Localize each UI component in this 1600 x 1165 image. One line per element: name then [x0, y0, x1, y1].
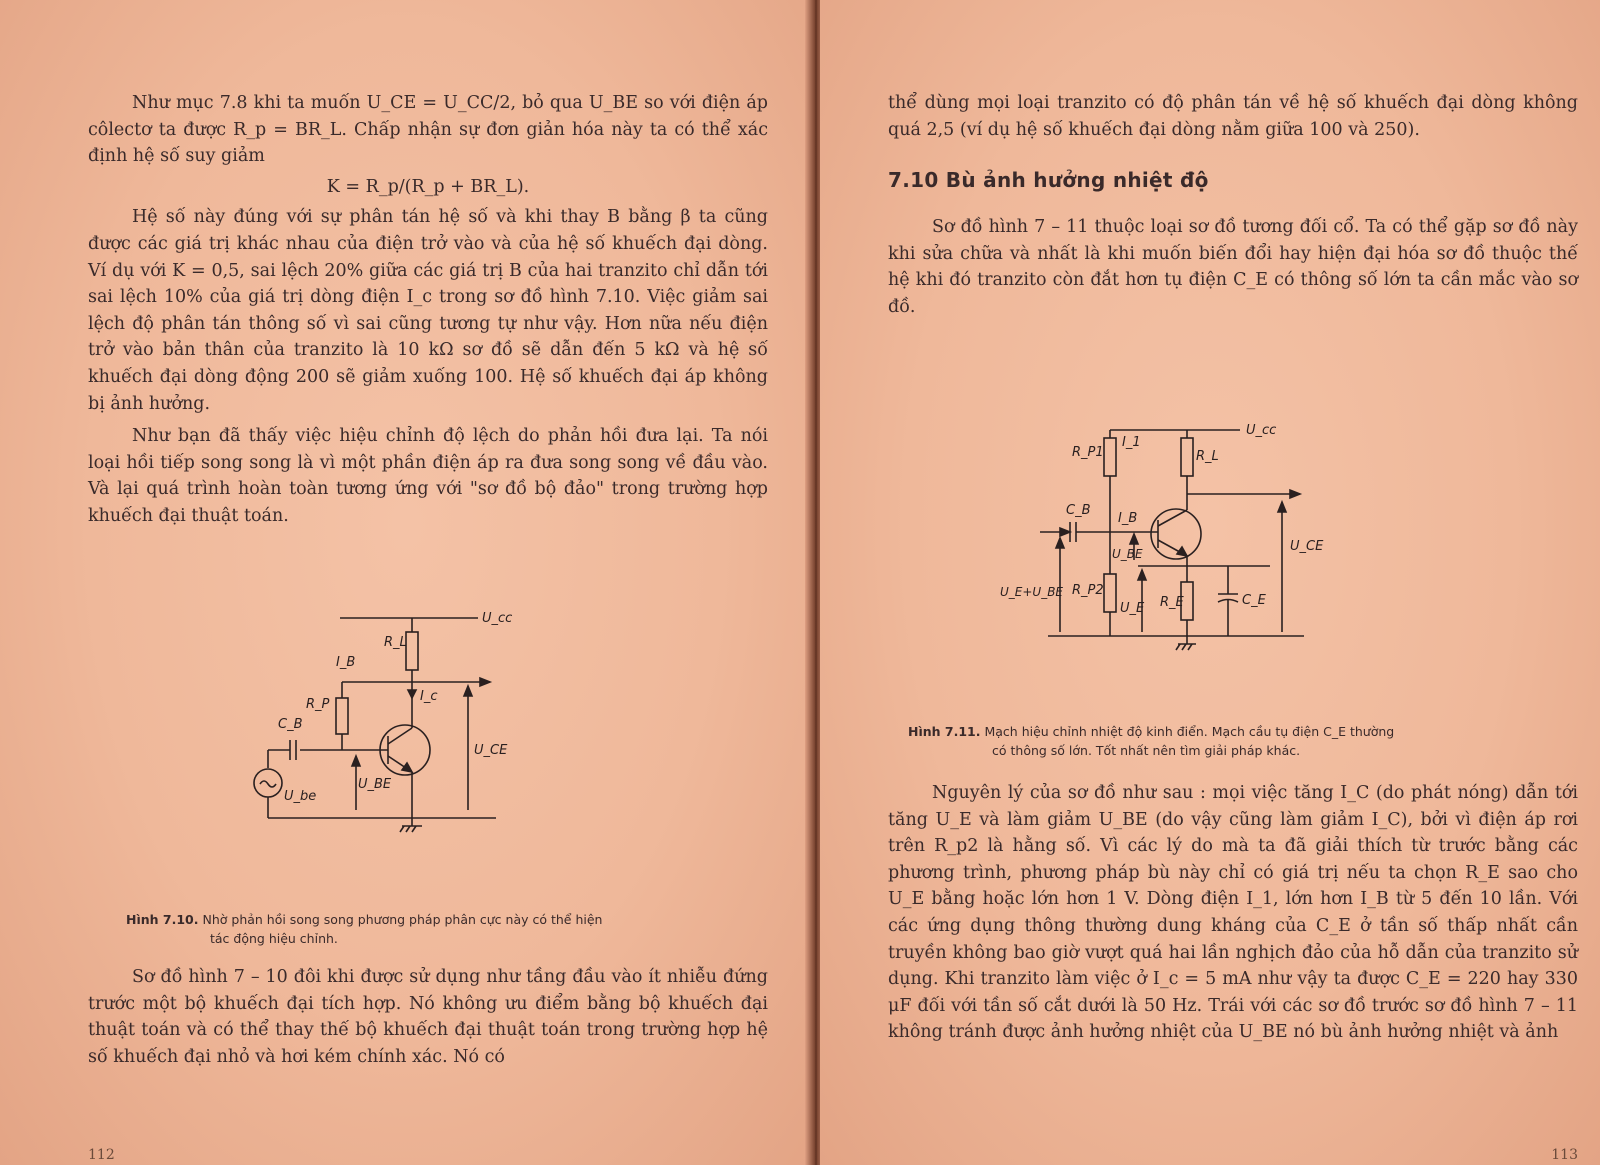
figure-7-10 — [240, 600, 540, 850]
fig11-label-rl: R_L — [1196, 449, 1219, 464]
left-page-number: 112 — [88, 1147, 115, 1163]
fig10-label-ib: I_B — [336, 655, 356, 670]
figure-7-11 — [1000, 410, 1330, 660]
fig11-label-uce: U_CE — [1290, 539, 1324, 554]
figure-7-11-caption — [908, 722, 1568, 760]
fig10-label-ic: I_c — [420, 689, 438, 704]
fig11-label-ube: U_BE — [1112, 547, 1143, 561]
fig10-label-ucc: U_cc — [482, 611, 513, 626]
left-paragraph-4: Sơ đồ hình 7 – 10 đôi khi được sử dụng như tầng đầu vào ít nhiễu đứng trước một bộ khuếch đại tích hợp. Nó không ưu điểm bằng bộ khuếch đại thuật toán và có thể thay thế bộ khuếch đại thuật toán trong trường hợp hệ số khuếch đại nhỏ và hơi kém chính xác. Nó có — [88, 967, 768, 1067]
right-text-para2 — [888, 780, 1578, 1046]
fig11-label-rp2: R_P2 — [1072, 583, 1104, 598]
fig10-label-rl: R_L — [384, 635, 407, 650]
figure-7-11-caption-text-2: có thông số lớn. Tốt nhất nên tìm giải pháp khác. — [992, 743, 1301, 758]
fig11-label-re: R_E — [1160, 595, 1184, 610]
figure-7-10-caption-text: Nhờ phản hồi song song phương pháp phân cực này có thể hiện — [202, 912, 603, 927]
fig10-label-uce: U_CE — [474, 743, 508, 758]
left-paragraph-2: Hệ số này đúng với sự phân tán hệ số và khi thay B bằng β ta cũng được các giá trị khác nhau của điện trở vào và của hệ số khuếch đại dòng. Ví dụ với K = 0,5, sai lệch 20% giữa các giá trị B của hai tranzito chỉ dẫn tới sai lệch 10% của giá trị dòng điện I_c trong sơ đồ hình 7.10. Việc giảm sai lệch độ phân tán thông số vì sai cũng tương tự như vậy. Hơn nữa nếu điện trở vào bản thân của tranzito là 10 kΩ sơ đồ sẽ dẫn đến 5 kΩ và hệ số khuếch đại dòng động 200 sẽ giảm xuống 100. Hệ số khuếch đại áp không bị ảnh hưởng. — [88, 207, 768, 414]
left-text-bottom — [88, 964, 768, 1070]
figure-7-10-caption-text-2: tác động hiệu chỉnh. — [210, 931, 338, 946]
left-paragraph-1: Như mục 7.8 khi ta muốn U_CE = U_CC/2, bỏ qua U_BE so với điện áp côlectơ ta được R_p = BR_L. Chấp nhận sự đơn giản hóa này ta có thể xác định hệ số suy giảm — [88, 93, 768, 167]
right-paragraph-1: Sơ đồ hình 7 – 11 thuộc loại sơ đồ tương đối cổ. Ta có thể gặp sơ đồ này khi sửa chữa và nhất là khi muốn biến đổi hay hiện đại hóa sơ đồ thuộc thế hệ khi đó tranzito còn đắt hơn tụ điện C_E có thông số lớn ta cần mắc vào sơ đồ. — [888, 217, 1578, 317]
right-text-para1 — [888, 214, 1578, 320]
fig11-label-ue-ube: U_E+U_BE — [1000, 585, 1064, 599]
right-paragraph-2: Nguyên lý của sơ đồ như sau : mọi việc tăng I_C (do phát nóng) dẫn tới tăng U_E và làm giảm U_BE (do vậy cũng làm giảm I_C), bởi vì điện áp rơi trên R_p2 là hằng số. Vì các lý do mà ta đã giải thích từ trước bằng các phương trình, phương pháp bù này chỉ có giá trị nếu ta chọn R_E sao cho U_E bằng hoặc lớn hơn 1 V. Dòng điện I_1, lớn hơn I_B từ 5 đến 10 lần. Với các ứng dụng thông thường dung kháng của C_E ở tần số thấp nhất cần truyền không bao giờ vượt quá hai lần nghịch đảo của hỗ dẫn của tranzito sử dụng. Khi tranzito làm việc ở I_c = 5 mA như vậy ta được C_E = 220 hay 330 μF đối với tần số cắt dưới là 50 Hz. Trái với các sơ đồ trước sơ đồ hình 7 – 11 không tránh được ảnh hưởng nhiệt của U_BE nó bù ảnh hưởng nhiệt và ảnh — [888, 783, 1578, 1043]
fig11-label-ce: C_E — [1242, 593, 1266, 608]
figure-7-11-caption-label: Hình 7.11. — [908, 724, 981, 739]
fig11-label-ucc: U_cc — [1246, 423, 1277, 438]
left-text-top — [88, 90, 768, 530]
fig10-label-cb: C_B — [278, 717, 303, 732]
right-text-intro — [888, 90, 1578, 143]
fig11-label-ue: U_E — [1120, 601, 1145, 616]
left-formula: K = R_p/(R_p + BR_L). — [326, 176, 530, 197]
left-paragraph-3: Như bạn đã thấy việc hiệu chỉnh độ lệch do phản hồi đưa lại. Ta nói loại hồi tiếp song song là vì một phần điện áp ra đưa song song về đầu vào. Và lại quá trình hoàn toàn tương ứng với "sơ đồ bộ đảo" trong trường hợp khuếch đại thuật toán. — [88, 426, 768, 526]
section-heading: 7.10 Bù ảnh hưởng nhiệt độ — [888, 168, 1209, 192]
fig11-label-rp1: R_P1 — [1072, 445, 1104, 460]
fig10-label-ube-source: U_be — [284, 789, 317, 804]
figure-7-10-caption-label: Hình 7.10. — [126, 912, 199, 927]
right-intro-paragraph: thể dùng mọi loại tranzito có độ phân tán về hệ số khuếch đại dòng không quá 2,5 (ví dụ hệ số khuếch đại dòng nằm giữa 100 và 250). — [888, 93, 1578, 140]
right-page — [820, 0, 1600, 1165]
fig10-label-ube: U_BE — [358, 777, 392, 792]
fig11-label-cb: C_B — [1066, 503, 1091, 518]
figure-7-11-caption-text: Mạch hiệu chỉnh nhiệt độ kinh điển. Mạch cầu tụ điện C_E thường — [984, 724, 1395, 739]
right-page-number: 113 — [1551, 1147, 1578, 1163]
fig10-label-rp: R_P — [306, 697, 330, 712]
fig11-label-i1: I_1 — [1122, 435, 1141, 450]
figure-7-10-caption — [126, 910, 746, 948]
fig11-label-ib: I_B — [1118, 511, 1138, 526]
